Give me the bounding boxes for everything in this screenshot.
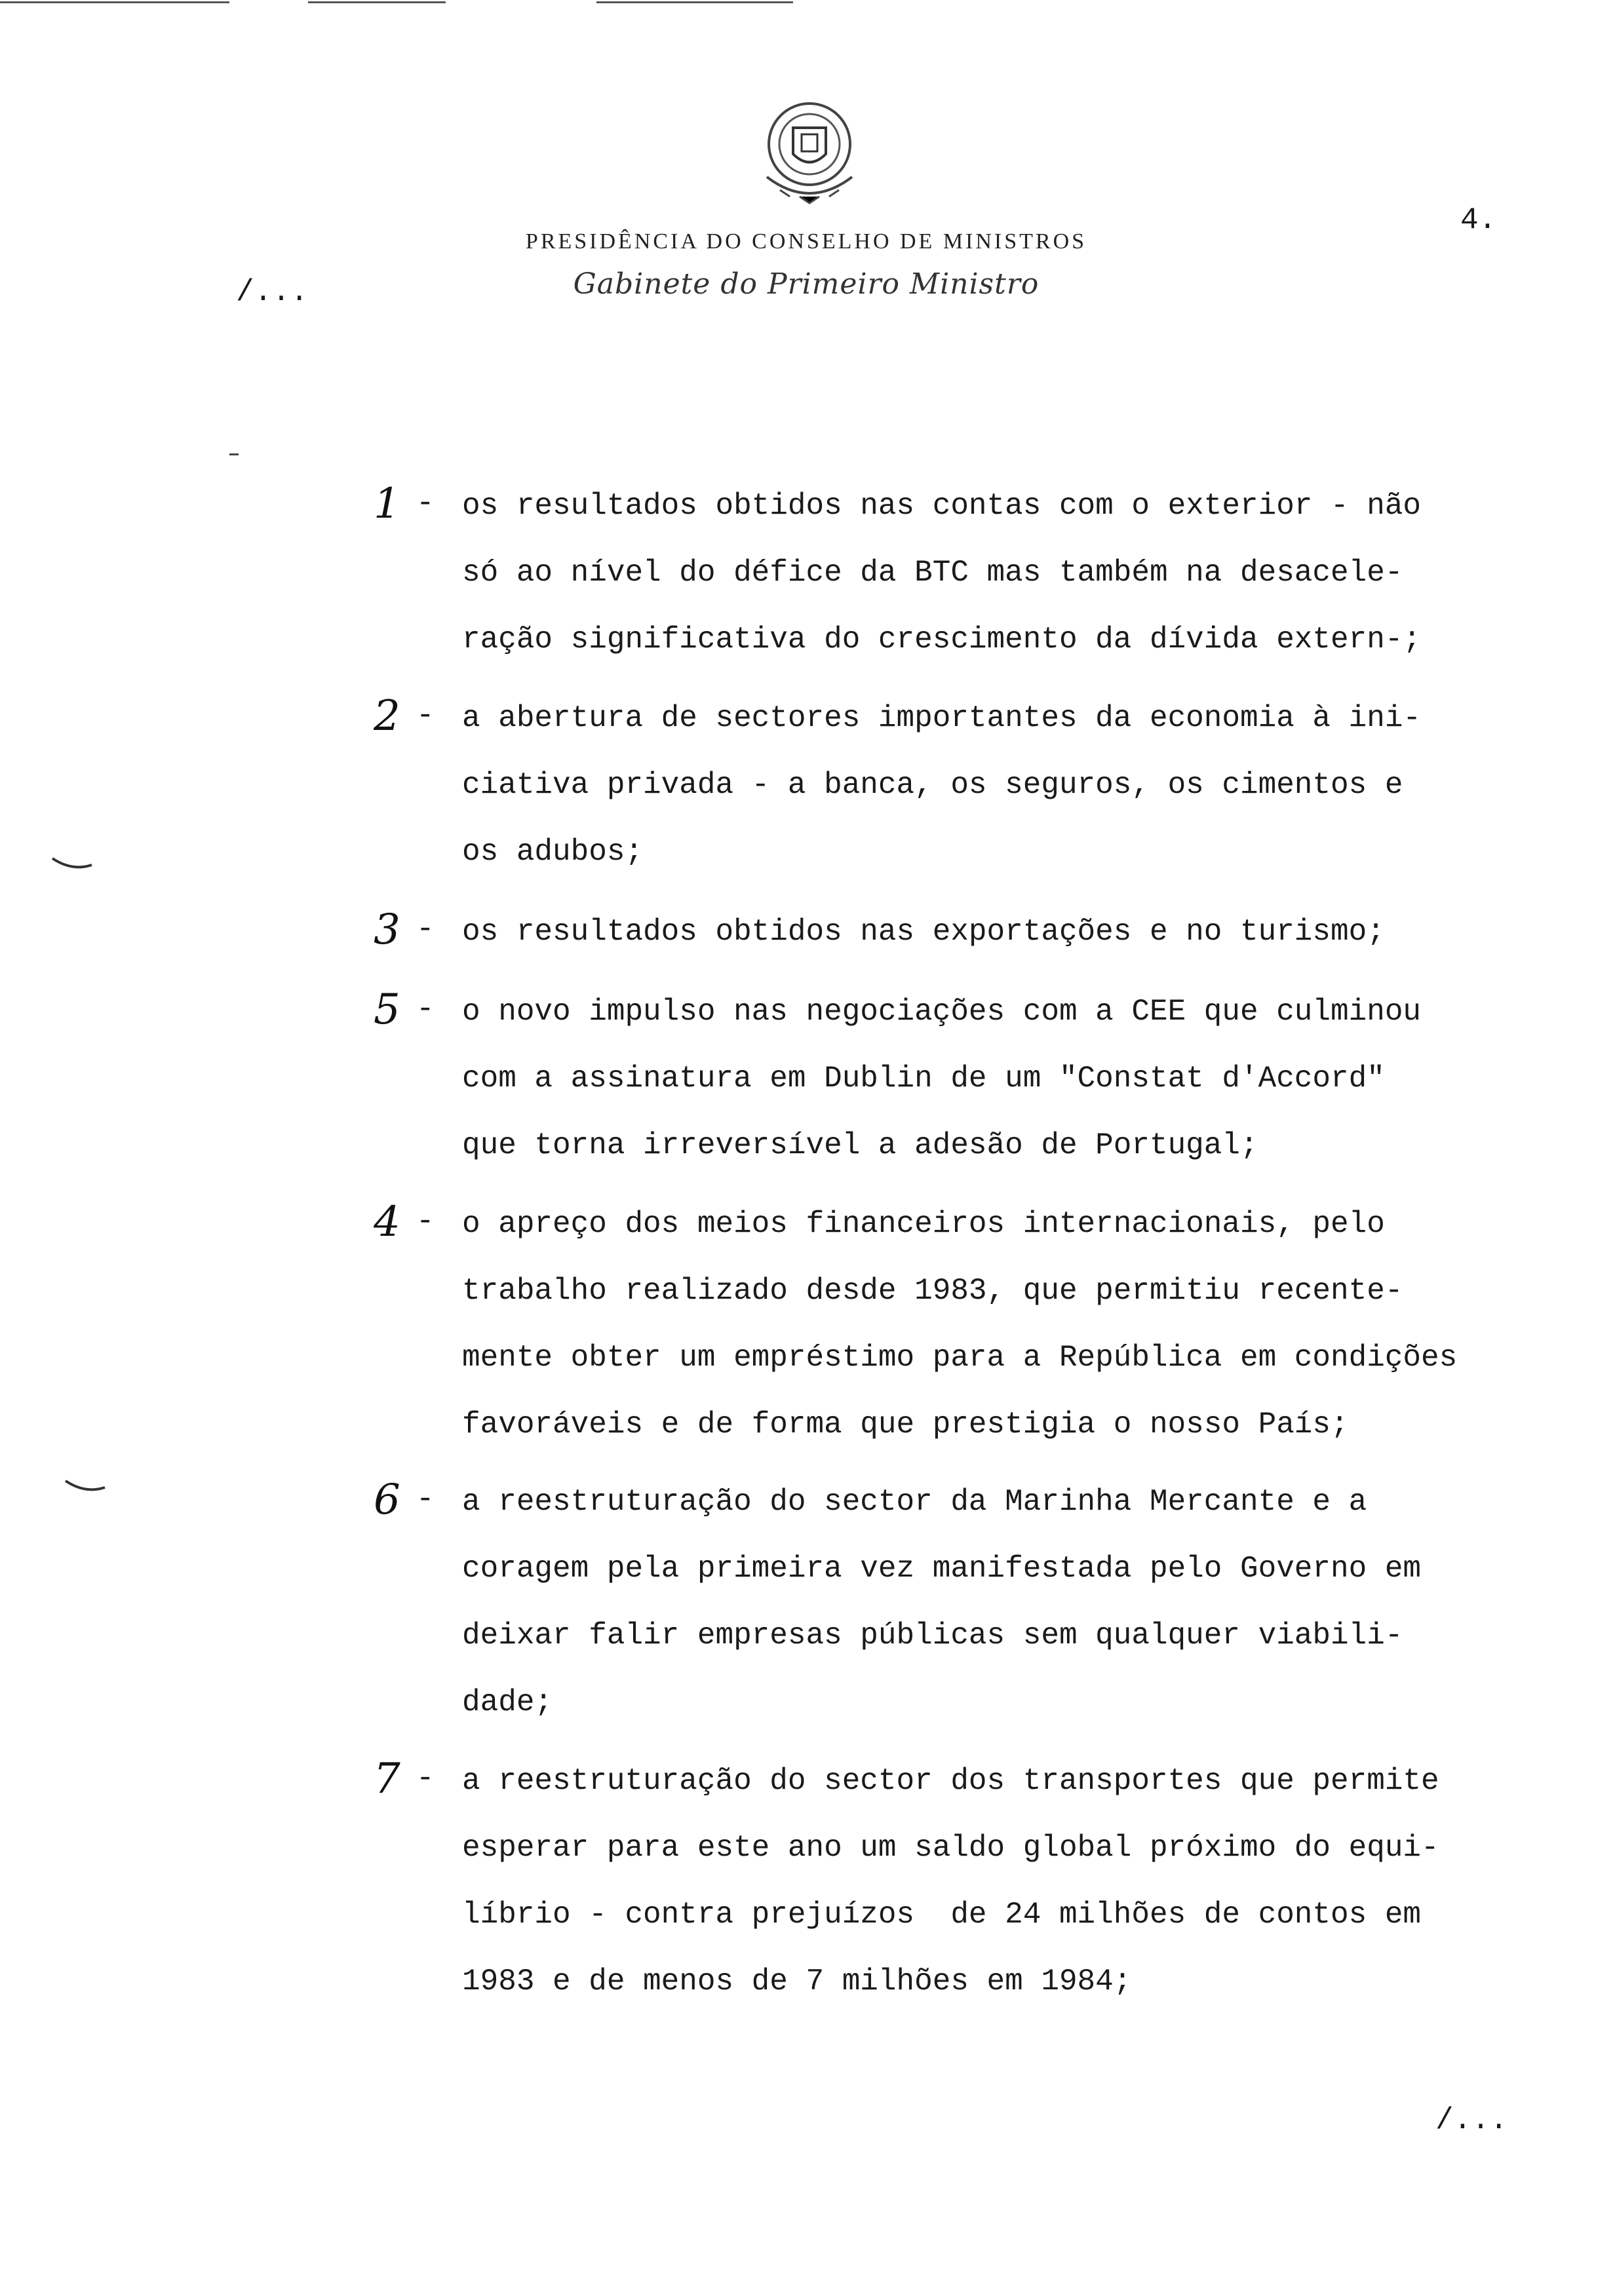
handwritten-number: 1 <box>374 480 400 528</box>
coat-of-arms-icon <box>741 98 878 216</box>
item-line: os resultados obtidos nas exportações e no turismo; <box>462 915 1385 949</box>
scan-edge-line <box>308 1 446 3</box>
stray-mark <box>229 453 239 455</box>
item-line: ciativa privada - a banca, os seguros, os cimentos e <box>462 768 1403 802</box>
item-line: 1983 e de menos de 7 milhões em 1984; <box>462 1964 1132 1999</box>
handwritten-number: 5 <box>374 985 400 1034</box>
handwritten-number: 7 <box>374 1755 400 1803</box>
continuation-mark-top: /... <box>236 275 309 309</box>
item-line: com a assinatura em Dublin de um "Constat d'Accord" <box>462 1062 1385 1096</box>
item-line: mente obter um empréstimo para a República em condições <box>462 1341 1458 1375</box>
item-line: coragem pela primeira vez manifestada pelo Governo em <box>462 1552 1422 1586</box>
handwritten-number: 6 <box>374 1476 400 1524</box>
item-line: o novo impulso nas negociações com a CEE que culminou <box>462 995 1422 1029</box>
cabinet-name: Gabinete do Primeiro Ministro <box>573 267 1040 301</box>
continuation-mark-bottom: /... <box>1435 2103 1508 2137</box>
binding-mark-icon <box>49 855 95 875</box>
item-line: trabalho realizado desde 1983, que permitiu recente- <box>462 1274 1403 1308</box>
item-line: os resultados obtidos nas contas com o exterior - não <box>462 489 1422 523</box>
item-line: deixar falir empresas públicas sem qualquer viabili- <box>462 1618 1403 1653</box>
item-line: a reestruturação do sector da Marinha Mercante e a <box>462 1485 1367 1519</box>
item-line: que torna irreversível a adesão de Portugal; <box>462 1128 1258 1162</box>
page-number: 4. <box>1460 203 1497 237</box>
item-line: só ao nível do défice da BTC mas também na desacele- <box>462 556 1403 590</box>
item-dash: - <box>416 1761 435 1795</box>
item-dash: - <box>416 698 435 733</box>
item-line: dade; <box>462 1685 553 1719</box>
item-line: a reestruturação do sector dos transportes que permite <box>462 1764 1439 1798</box>
item-dash: - <box>416 912 435 946</box>
institution-name: PRESIDÊNCIA DO CONSELHO DE MINISTROS <box>525 229 1087 254</box>
scan-edge-line <box>0 1 229 3</box>
item-line: esperar para este ano um saldo global próximo do equi- <box>462 1831 1439 1865</box>
binding-mark-icon <box>62 1478 108 1497</box>
item-line: os adubos; <box>462 835 644 869</box>
scan-edge-line <box>596 1 793 3</box>
item-dash: - <box>416 1204 435 1238</box>
item-line: favoráveis e de forma que prestigia o nosso País; <box>462 1407 1349 1442</box>
handwritten-number: 3 <box>374 906 400 954</box>
item-dash: - <box>416 992 435 1026</box>
handwritten-number: 4 <box>374 1198 400 1246</box>
item-dash: - <box>416 486 435 520</box>
item-line: a abertura de sectores importantes da economia à ini- <box>462 701 1422 735</box>
item-line: ração significativa do crescimento da dívida extern-; <box>462 622 1422 657</box>
handwritten-number: 2 <box>374 692 400 740</box>
item-line: líbrio - contra prejuízos de 24 milhões de contos em <box>462 1898 1422 1932</box>
item-line: o apreço dos meios financeiros internacionais, pelo <box>462 1207 1385 1241</box>
item-dash: - <box>416 1482 435 1516</box>
